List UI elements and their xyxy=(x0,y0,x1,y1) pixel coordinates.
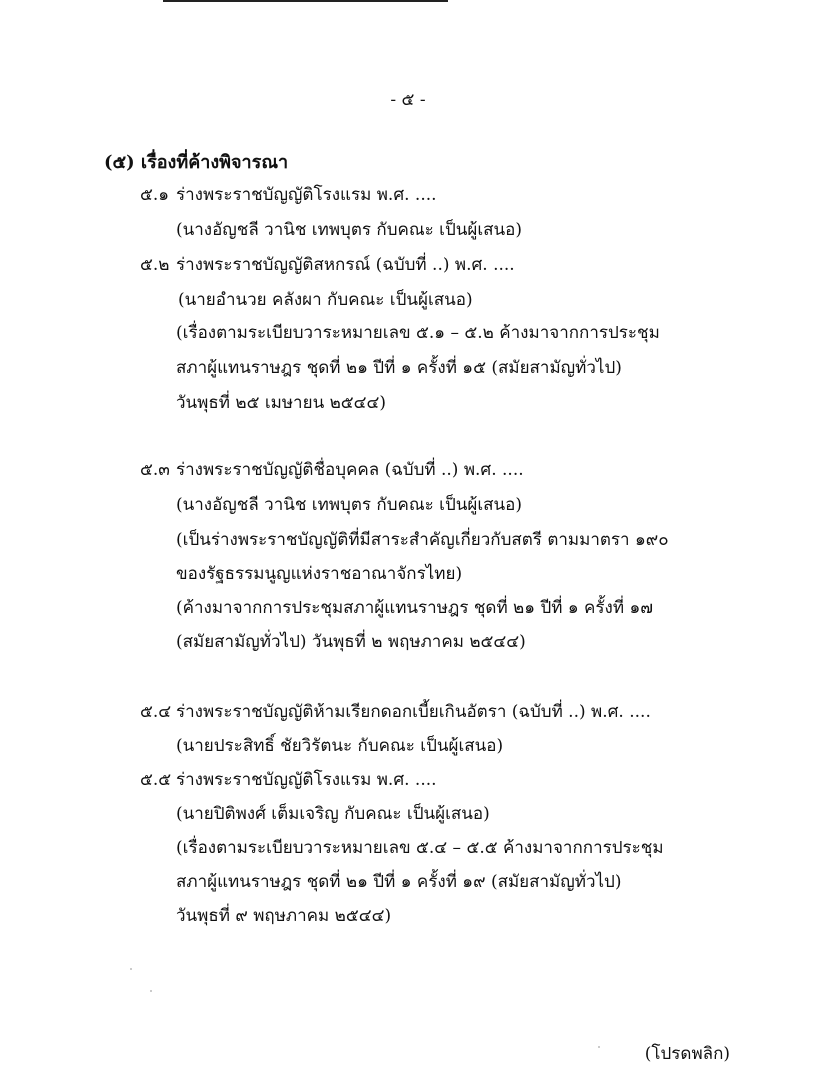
item-title-text: ร่างพระราชบัญญัติห้ามเรียกดอกเบี้ยเกินอัตรา (ฉบับที่ ..) พ.ศ. .... xyxy=(176,702,651,722)
item-title-text: ร่างพระราชบัญญัติชื่อบุคคล (ฉบับที่ ..) พ.ศ. .... xyxy=(176,460,524,480)
item-number: ๕.๑ xyxy=(140,185,170,205)
top-rule xyxy=(163,0,448,2)
scan-speck xyxy=(598,1046,600,1048)
item-detail: (ค้างมาจากการประชุมสภาผู้แทนราษฎร ชุดที่ ๒๑ ปีที่ ๑ ครั้งที่ ๑๗ xyxy=(176,598,654,618)
item-detail: (นายปิติพงศ์ เต็มเจริญ กับคณะ เป็นผู้เสนอ) xyxy=(176,804,490,824)
item-title-text: ร่างพระราชบัญญัติโรงแรม พ.ศ. .... xyxy=(176,185,437,205)
item-number: ๕.๓ xyxy=(140,460,170,480)
item-title xyxy=(140,185,437,205)
item-detail: (นางอัญชลี วานิช เทพบุตร กับคณะ เป็นผู้เสนอ) xyxy=(176,220,522,240)
item-title xyxy=(140,702,651,722)
item-detail: ของรัฐธรรมนูญแห่งราชอาณาจักรไทย) xyxy=(176,564,463,584)
item-title xyxy=(140,770,437,790)
item-title xyxy=(140,255,515,275)
item-title xyxy=(140,460,524,480)
item-detail: (นายอำนวย คลังผา กับคณะ เป็นผู้เสนอ) xyxy=(178,290,473,310)
item-detail: วันพุธที่ ๒๕ เมษายน ๒๕๔๔) xyxy=(176,393,387,413)
item-detail: (เรื่องตามระเบียบวาระหมายเลข ๕.๑ – ๕.๒ ค้างมาจากการประชุม xyxy=(176,323,660,343)
item-number: ๕.๔ xyxy=(140,702,172,722)
item-detail: สภาผู้แทนราษฎร ชุดที่ ๒๑ ปีที่ ๑ ครั้งที่ ๑๕ (สมัยสามัญทั่วไป) xyxy=(176,358,622,378)
item-detail: (สมัยสามัญทั่วไป) วันพุธที่ ๒ พฤษภาคม ๒๕๔๔) xyxy=(176,632,526,652)
item-number: ๕.๕ xyxy=(140,770,172,790)
item-detail: (เรื่องตามระเบียบวาระหมายเลข ๕.๔ – ๕.๕ ค้างมาจากการประชุม xyxy=(176,838,664,858)
item-detail: สภาผู้แทนราษฎร ชุดที่ ๒๑ ปีที่ ๑ ครั้งที่ ๑๙ (สมัยสามัญทั่วไป) xyxy=(176,872,622,892)
footer-please-turn-over: (โปรดพลิก) xyxy=(644,1044,730,1064)
page-number: - ๕ - xyxy=(390,90,426,110)
scan-speck xyxy=(130,968,132,970)
item-number: ๕.๒ xyxy=(140,255,170,275)
item-detail: (เป็นร่างพระราชบัญญัติที่มีสาระสำคัญเกี่ยวกับสตรี ตามมาตรา ๑๙๐ xyxy=(176,530,669,550)
section-heading: (๕) เรื่องที่ค้างพิจารณา xyxy=(104,152,289,173)
item-title-text: ร่างพระราชบัญญัติโรงแรม พ.ศ. .... xyxy=(176,770,437,790)
item-detail: (นางอัญชลี วานิช เทพบุตร กับคณะ เป็นผู้เสนอ) xyxy=(176,495,522,515)
item-detail: (นายประสิทธิ์ ชัยวิรัตนะ กับคณะ เป็นผู้เสนอ) xyxy=(176,736,504,756)
item-detail: วันพุธที่ ๙ พฤษภาคม ๒๕๔๔) xyxy=(176,906,392,926)
item-title-text: ร่างพระราชบัญญัติสหกรณ์ (ฉบับที่ ..) พ.ศ. .... xyxy=(176,255,515,275)
scan-speck xyxy=(150,990,152,992)
